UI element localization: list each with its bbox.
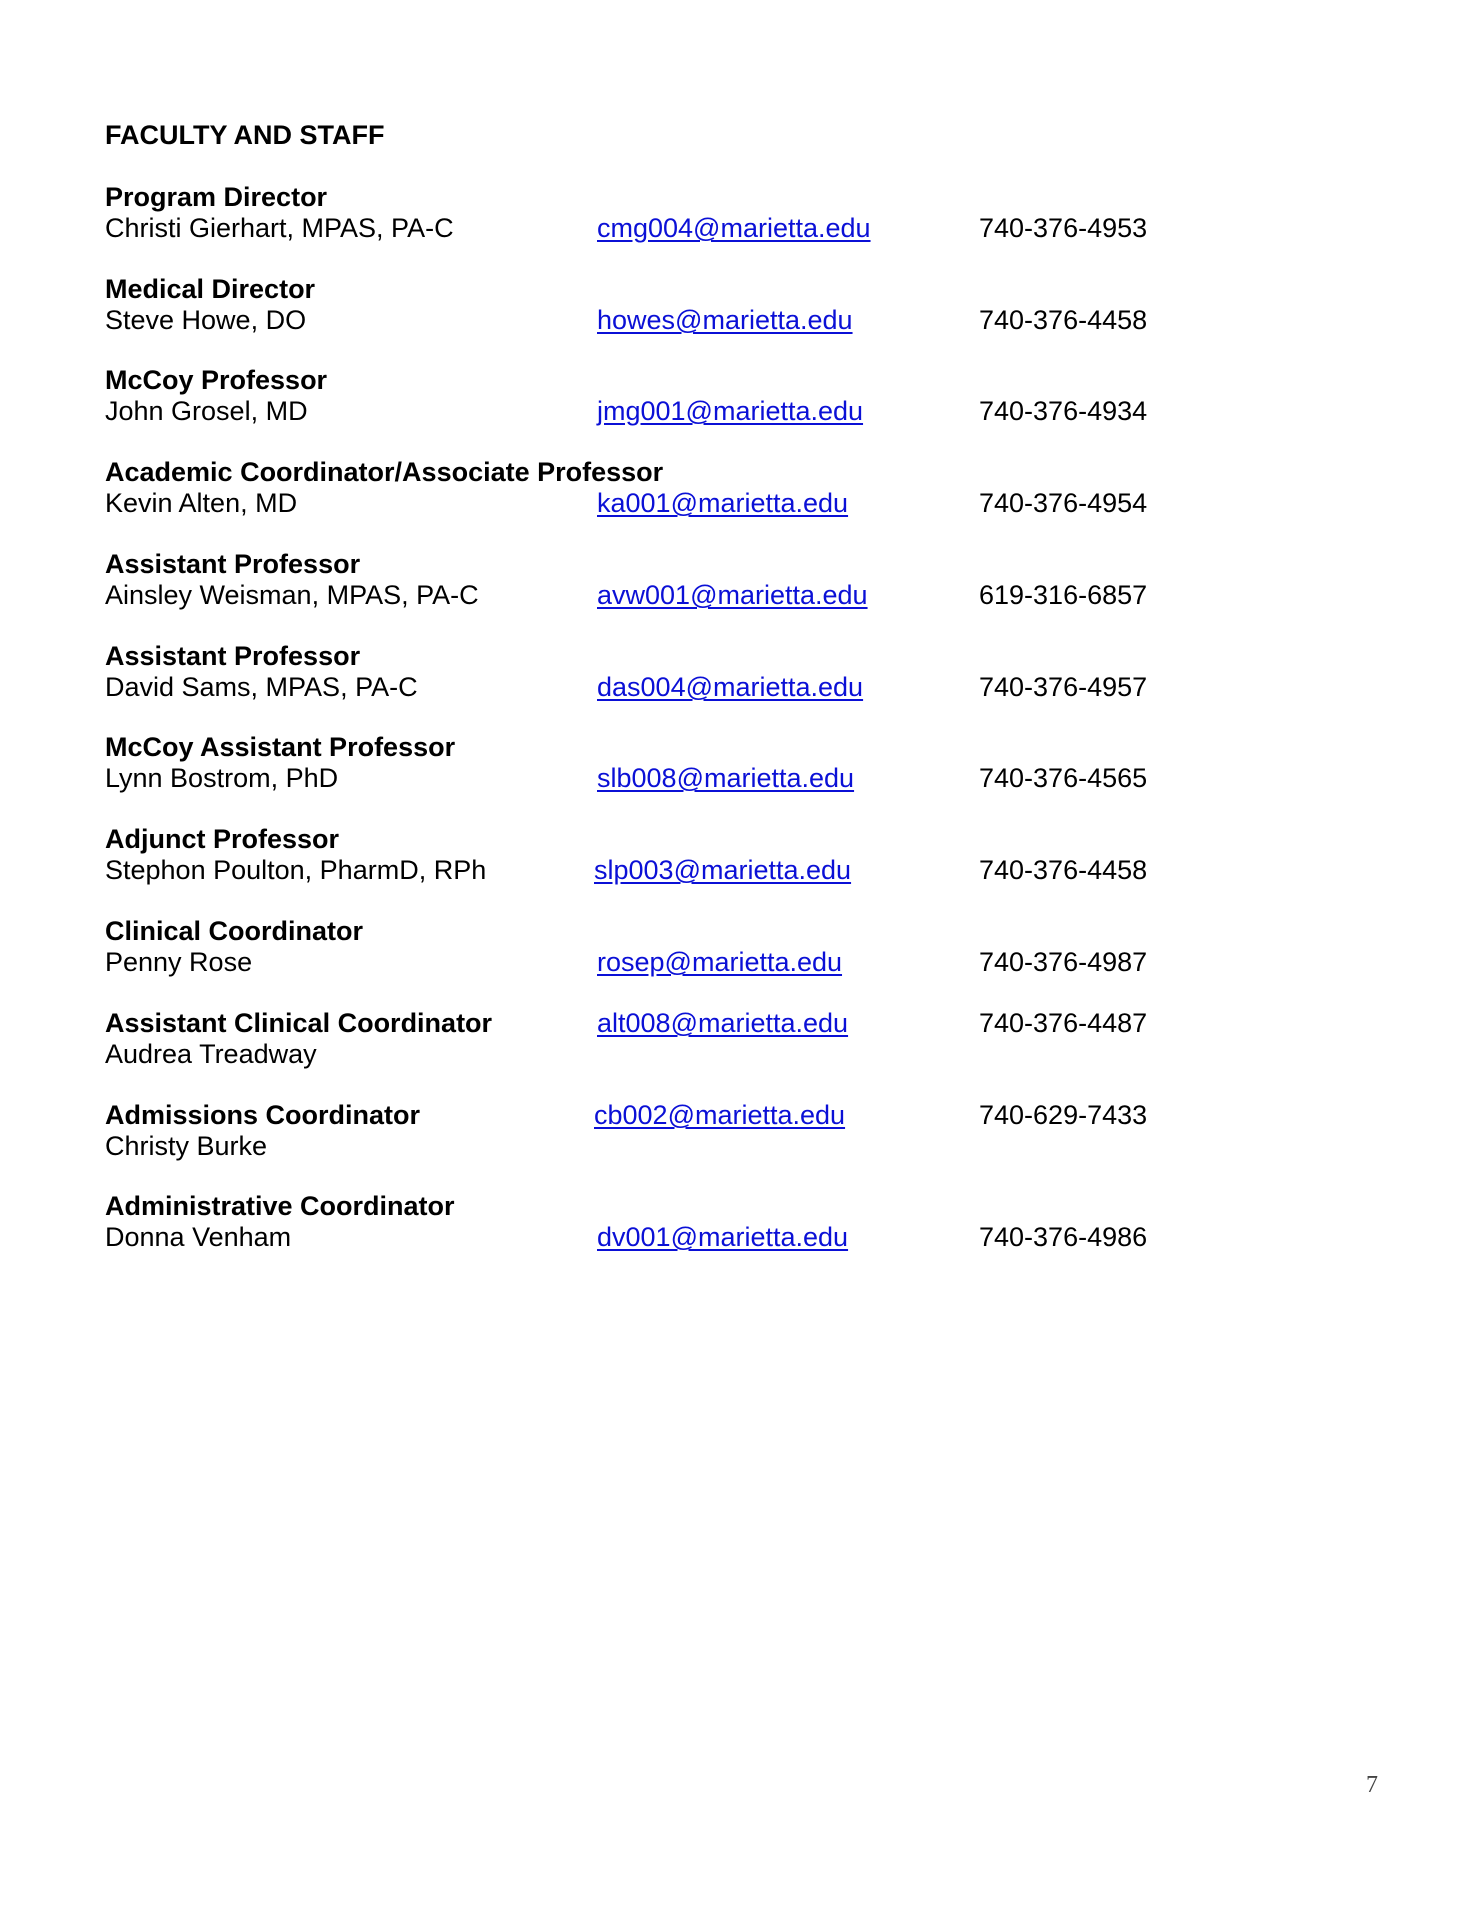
phone-number: 740-376-4458 — [979, 855, 1148, 885]
role-title: Assistant Professor — [105, 549, 361, 579]
phone-number: 740-376-4934 — [979, 396, 1148, 426]
role-title: Clinical Coordinator — [105, 916, 364, 946]
person-name: David Sams, MPAS, PA-C — [105, 672, 418, 702]
person-name: Steve Howe, DO — [105, 305, 307, 335]
email-link[interactable]: jmg001@marietta.edu — [597, 396, 864, 426]
phone-number: 740-376-4458 — [979, 305, 1148, 335]
staff-entry-adjunct-professor — [0, 824, 1484, 888]
email-link[interactable]: dv001@marietta.edu — [597, 1222, 849, 1252]
person-name: Audrea Treadway — [105, 1039, 317, 1069]
phone-number: 740-376-4953 — [979, 213, 1148, 243]
email-link[interactable]: ka001@marietta.edu — [597, 488, 849, 518]
phone-number: 619-316-6857 — [979, 580, 1148, 610]
role-title: Program Director — [105, 182, 328, 212]
role-title: Assistant Clinical Coordinator — [105, 1008, 493, 1038]
section-heading: FACULTY AND STAFF — [105, 120, 385, 150]
staff-entry-assistant-professor-2 — [0, 641, 1484, 705]
person-name: Stephon Poulton, PharmD, RPh — [105, 855, 487, 885]
person-name: John Grosel, MD — [105, 396, 308, 426]
staff-entry-medical-director — [0, 274, 1484, 338]
role-title: McCoy Professor — [105, 365, 328, 395]
staff-entry-assistant-clinical-coordinator — [0, 1008, 1484, 1072]
staff-entry-assistant-professor-1 — [0, 549, 1484, 613]
person-name: Penny Rose — [105, 947, 253, 977]
email-link[interactable]: cb002@marietta.edu — [594, 1100, 846, 1130]
role-title: Assistant Professor — [105, 641, 361, 671]
phone-number: 740-376-4565 — [979, 763, 1148, 793]
email-link[interactable]: das004@marietta.edu — [597, 672, 864, 702]
phone-number: 740-376-4987 — [979, 947, 1148, 977]
email-link[interactable]: slb008@marietta.edu — [597, 763, 855, 793]
staff-entry-mccoy-professor — [0, 365, 1484, 429]
staff-entry-admissions-coordinator — [0, 1100, 1484, 1164]
person-name: Lynn Bostrom, PhD — [105, 763, 339, 793]
email-link[interactable]: avw001@marietta.edu — [597, 580, 868, 610]
email-link[interactable]: rosep@marietta.edu — [597, 947, 843, 977]
person-name: Kevin Alten, MD — [105, 488, 298, 518]
email-link[interactable]: alt008@marietta.edu — [597, 1008, 849, 1038]
phone-number: 740-376-4487 — [979, 1008, 1148, 1038]
staff-entry-program-director — [0, 182, 1484, 246]
role-title: Adjunct Professor — [105, 824, 340, 854]
person-name: Christy Burke — [105, 1131, 268, 1161]
phone-number: 740-376-4954 — [979, 488, 1148, 518]
person-name: Donna Venham — [105, 1222, 292, 1252]
person-name: Christi Gierhart, MPAS, PA-C — [105, 213, 454, 243]
staff-entry-clinical-coordinator — [0, 916, 1484, 980]
staff-entry-mccoy-assistant-professor — [0, 732, 1484, 796]
page-number: 7 — [1366, 1772, 1378, 1798]
role-title: McCoy Assistant Professor — [105, 732, 456, 762]
phone-number: 740-629-7433 — [979, 1100, 1148, 1130]
role-title: Medical Director — [105, 274, 316, 304]
person-name: Ainsley Weisman, MPAS, PA-C — [105, 580, 479, 610]
phone-number: 740-376-4986 — [979, 1222, 1148, 1252]
role-title: Academic Coordinator/Associate Professor — [105, 457, 664, 487]
staff-entry-administrative-coordinator — [0, 1191, 1484, 1255]
email-link[interactable]: cmg004@marietta.edu — [597, 213, 871, 243]
role-title: Administrative Coordinator — [105, 1191, 455, 1221]
email-link[interactable]: howes@marietta.edu — [597, 305, 853, 335]
role-title: Admissions Coordinator — [105, 1100, 421, 1130]
email-link[interactable]: slp003@marietta.edu — [594, 855, 852, 885]
staff-entry-academic-coordinator — [0, 457, 1484, 521]
phone-number: 740-376-4957 — [979, 672, 1148, 702]
